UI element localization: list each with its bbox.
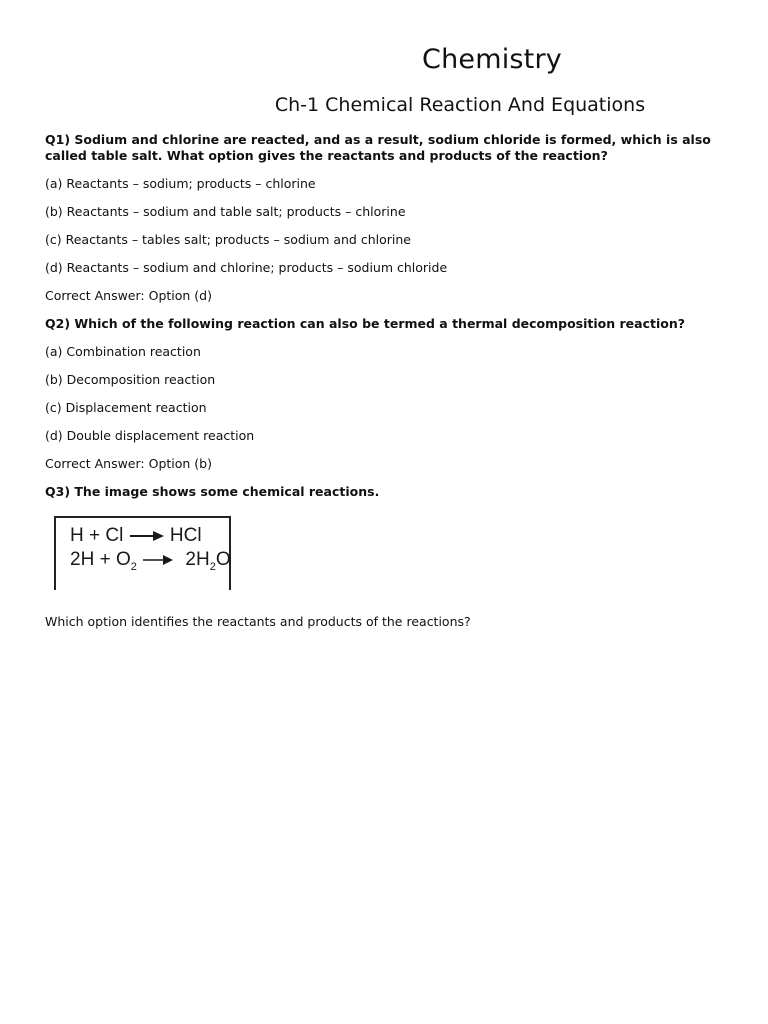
- reaction-arrow-icon: [129, 530, 165, 542]
- q2-option-c: (c) Displacement reaction: [45, 400, 207, 415]
- document-body: [45, 132, 735, 642]
- q1-correct-answer: Correct Answer: Option (d): [45, 288, 212, 303]
- chapter-title: Ch-1 Chemical Reaction And Equations: [274, 94, 646, 116]
- q1-option-a: (a) Reactants – sodium; products – chlorine: [45, 176, 316, 191]
- reaction-equations-figure: [54, 516, 231, 590]
- q2-correct-answer: Correct Answer: Option (b): [45, 456, 212, 471]
- equation-2-o2-subscript: 2: [130, 560, 137, 573]
- q2-option-b: (b) Decomposition reaction: [45, 372, 216, 387]
- q2-option-a: (a) Combination reaction: [45, 344, 201, 359]
- q2-option-d: (d) Double displacement reaction: [45, 428, 255, 443]
- equation-2: [70, 549, 231, 575]
- equation-2-h2-subscript: 2: [209, 560, 216, 573]
- question-1: Q1) Sodium and chlorine are reacted, and as a result, sodium chloride is formed, which is also called table salt. What option gives the reactants and products of the reaction?: [45, 132, 711, 163]
- question-3: Q3) The image shows some chemical reactions.: [45, 484, 380, 499]
- document-title: Chemistry: [422, 44, 562, 75]
- q1-option-c: (c) Reactants – tables salt; products – sodium and chlorine: [45, 232, 411, 247]
- equation-2-products-oxygen: O: [215, 549, 231, 570]
- equation-2-reactants: 2H + O: [70, 549, 131, 570]
- q3-followup-question: Which option identifies the reactants and products of the reactions?: [45, 614, 471, 629]
- question-2: Q2) Which of the following reaction can also be termed a thermal decomposition reaction?: [45, 316, 685, 331]
- q1-option-d: (d) Reactants – sodium and chlorine; products – sodium chloride: [45, 260, 448, 275]
- equation-1: [70, 525, 202, 546]
- reaction-arrow-icon: [142, 554, 174, 566]
- q1-option-b: (b) Reactants – sodium and table salt; products – chlorine: [45, 204, 406, 219]
- equation-1-reactants: H + Cl: [70, 525, 124, 546]
- equation-2-products: 2H: [185, 549, 210, 570]
- equation-1-products: HCl: [169, 525, 202, 546]
